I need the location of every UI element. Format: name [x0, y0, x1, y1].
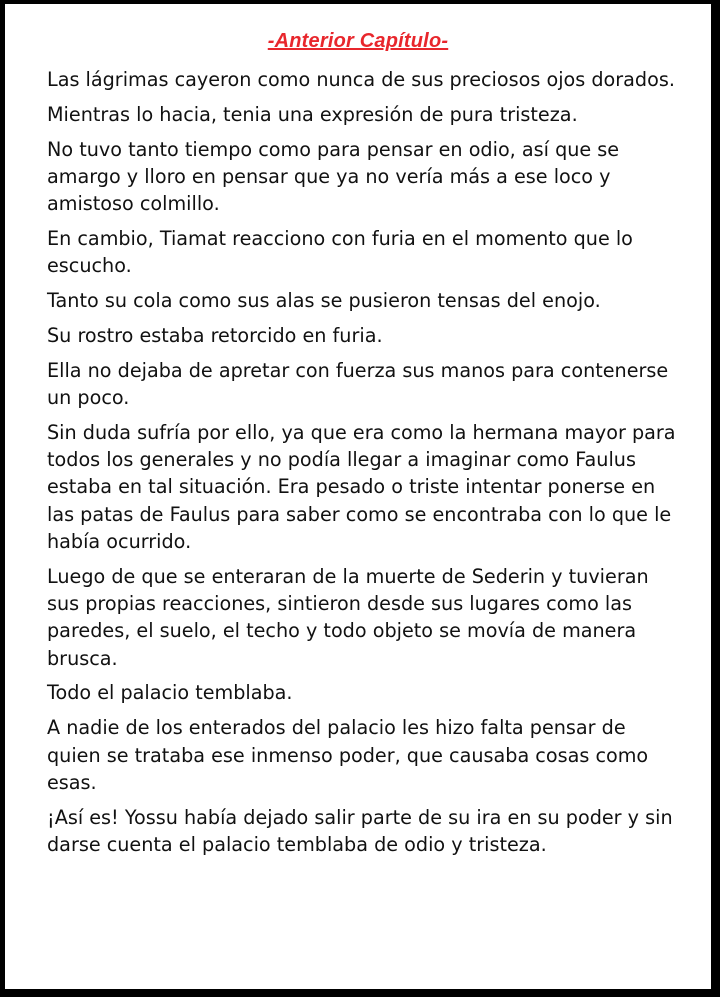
paragraph: Tanto su cola como sus alas se pusieron tensas del enojo.: [47, 289, 601, 313]
paragraph: A nadie de los enterados del palacio les hizo falta pensar de quien se trataba ese inmenso poder, que causaba cosas como esas.: [47, 716, 649, 794]
paragraph: Su rostro estaba retorcido en furia.: [47, 323, 383, 347]
chapter-title: -Anterior Capítulo-: [267, 30, 449, 52]
paragraph: Luego de que se enteraran de la muerte de Sederin y tuvieran sus propias reacciones, sintieron desde sus lugares como las paredes, el suelo, el techo y todo objeto se movía de manera brusca.: [47, 564, 649, 670]
paragraph: Mientras lo hacia, tenia una expresión de pura tristeza.: [47, 102, 578, 126]
paragraph: ¡Así es! Yossu había dejado salir parte de su ira en su poder y sin darse cuenta el palacio temblaba de odio y tristeza.: [47, 805, 673, 856]
paragraph: Todo el palacio temblaba.: [47, 681, 293, 705]
paragraph: Sin duda sufría por ello, ya que era como la hermana mayor para todos los generales y no podía llegar a imaginar como Faulus estaba en tal situación. Era pesado o triste intentar ponerse en las patas de Faulus para saber como se encontraba con lo que le había ocurrido.: [47, 420, 676, 553]
document-page: [5, 4, 711, 989]
paragraph: No tuvo tanto tiempo como para pensar en odio, así que se amargo y lloro en pensar que ya no vería más a ese loco y amistoso colmillo.: [47, 137, 620, 216]
document-body: [47, 66, 677, 866]
paragraph: En cambio, Tiamat reacciono con furia en el momento que lo escucho.: [47, 226, 633, 278]
paragraph: Las lágrimas cayeron como nunca de sus preciosos ojos dorados.: [47, 68, 675, 91]
paragraph: Ella no dejaba de apretar con fuerza sus manos para contenerse un poco.: [47, 358, 669, 409]
